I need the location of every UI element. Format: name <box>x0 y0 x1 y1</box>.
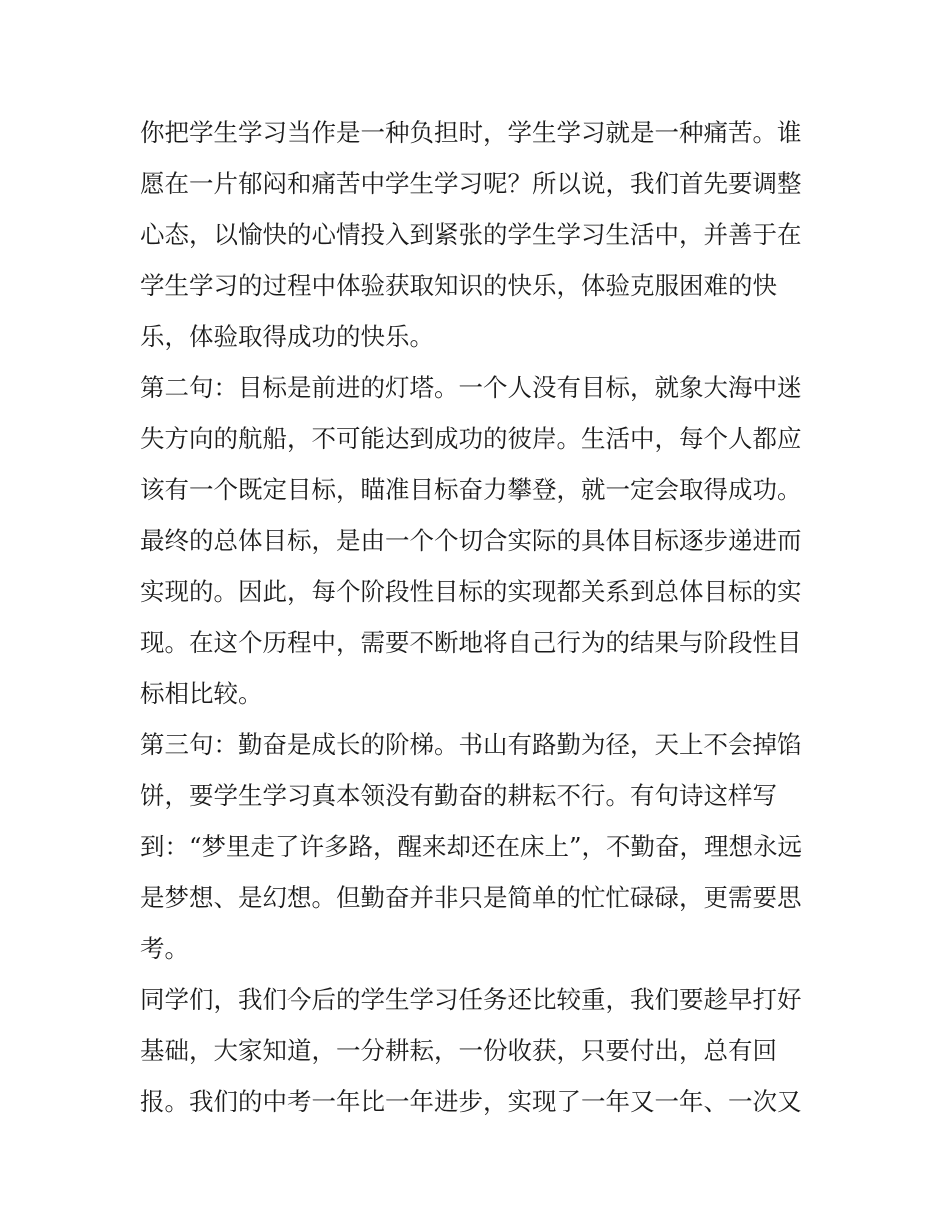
text-line: 学生学习的过程中体验获取知识的快乐，体验克服困难的快 <box>140 271 777 300</box>
text-line: 到：“梦里走了许多路，醒来却还在床上”，不勤奋，理想永远 <box>140 832 803 861</box>
text-line: 失方向的航船，不可能达到成功的彼岸。生活中，每个人都应 <box>140 424 802 453</box>
text-line: 是梦想、是幻想。但勤奋并非只是简单的忙忙碌碌，更需要思 <box>140 883 802 912</box>
document-body <box>140 107 820 1127</box>
text-line: 第二句：目标是前进的灯塔。一个人没有目标，就象大海中迷 <box>140 373 802 402</box>
text-line: 报。我们的中考一年比一年进步，实现了一年又一年、一次又 <box>140 1087 802 1116</box>
text-line: 考。 <box>140 934 189 963</box>
text-line: 心态，以愉快的心情投入到紧张的学生学习生活中，并善于在 <box>140 220 802 249</box>
text-line: 你把学生学习当作是一种负担时，学生学习就是一种痛苦。谁 <box>140 118 802 147</box>
text-line: 最终的总体目标，是由一个个切合实际的具体目标逐步递进而 <box>140 526 802 555</box>
text-line: 实现的。因此，每个阶段性目标的实现都关系到总体目标的实 <box>140 577 802 606</box>
text-line: 该有一个既定目标，瞄准目标奋力攀登，就一定会取得成功。 <box>140 475 802 504</box>
text-line: 愿在一片郁闷和痛苦中学生学习呢？所以说，我们首先要调整 <box>140 169 802 198</box>
text-line: 第三句：勤奋是成长的阶梯。书山有路勤为径，天上不会掉馅 <box>140 730 802 759</box>
text-line: 乐，体验取得成功的快乐。 <box>140 322 434 351</box>
text-line: 同学们，我们今后的学生学习任务还比较重，我们要趁早打好 <box>140 985 802 1014</box>
text-line: 饼，要学生学习真本领没有勤奋的耕耘不行。有句诗这样写 <box>140 781 777 810</box>
text-line: 基础，大家知道，一分耕耘，一份收获，只要付出，总有回 <box>140 1036 777 1065</box>
text-line: 标相比较。 <box>140 679 263 708</box>
text-line: 现。在这个历程中，需要不断地将自己行为的结果与阶段性目 <box>140 628 802 657</box>
